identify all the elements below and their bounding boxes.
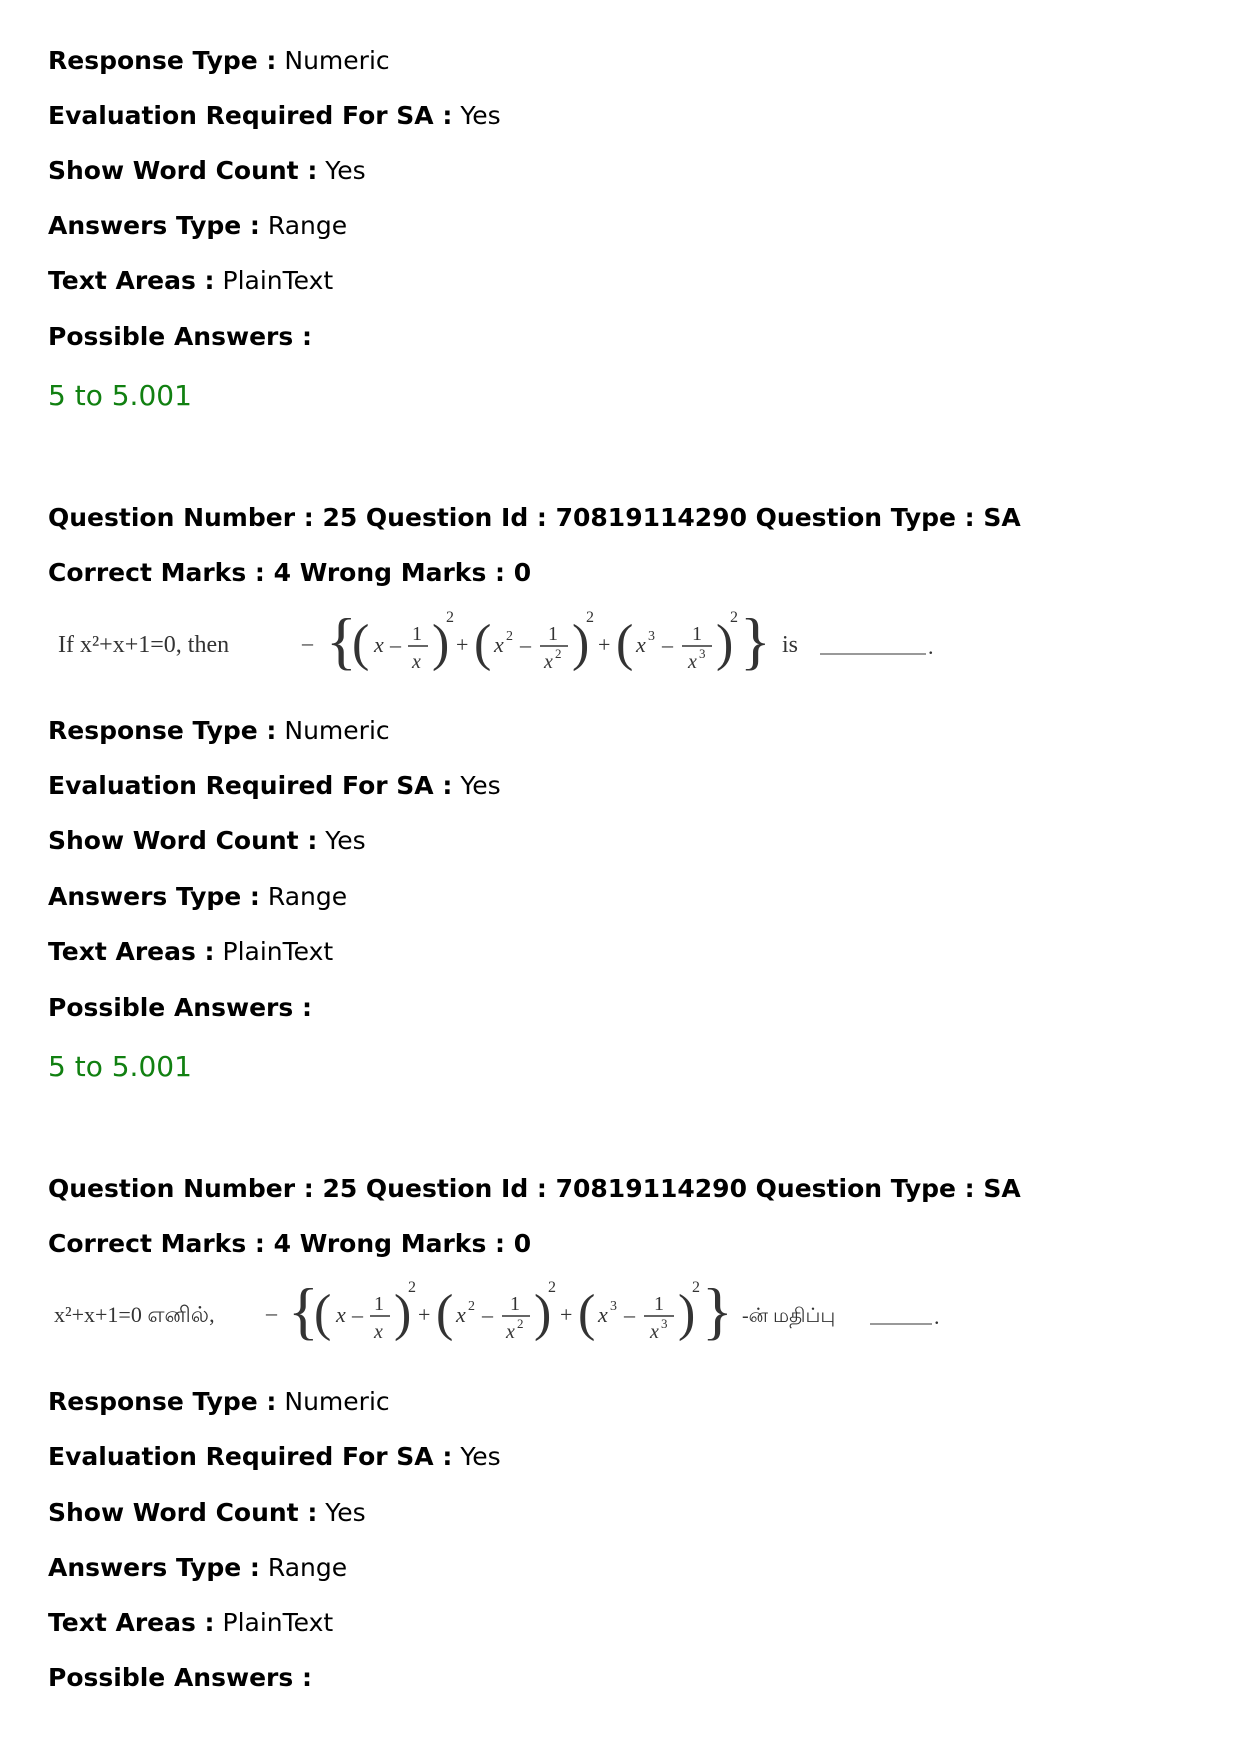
svg-text:1: 1 [548,623,558,645]
field-value: Numeric [284,716,390,745]
evaluation-required-row [48,101,501,131]
svg-text:2: 2 [555,646,562,661]
svg-text:–: – [390,632,401,657]
field-label: Show Word Count : [48,826,318,855]
svg-text:1: 1 [412,623,422,645]
show-word-count-row [48,826,366,856]
possible-answers-row [48,993,312,1023]
field-label: Text Areas : [48,1608,215,1637]
response-type-row [48,1387,390,1417]
question-marks: Correct Marks : 4 Wrong Marks : 0 [48,558,532,587]
equation-prefix: x²+x+1=0 எனில், [54,1302,215,1327]
question-marks: Correct Marks : 4 Wrong Marks : 0 [48,1229,532,1258]
field-label: Possible Answers : [48,322,312,351]
svg-text:2: 2 [506,629,513,644]
svg-text:{: { [326,605,357,676]
question-equation [52,1270,952,1360]
field-label: Evaluation Required For SA : [48,771,453,800]
possible-answers-row [48,1663,312,1693]
answers-type-row [48,211,347,241]
svg-text:x: x [598,1302,608,1327]
field-label: Text Areas : [48,266,215,295]
svg-text:(: ( [616,615,634,672]
svg-text:+: + [598,632,611,657]
question-header: Question Number : 25 Question Id : 70819114290 Question Type : SA [48,503,1021,532]
text-areas-row [48,266,333,296]
answers-type-row [48,1553,347,1583]
svg-text:x: x [336,1302,346,1327]
svg-text:): ) [716,615,734,672]
show-word-count-row [48,156,366,186]
svg-text:x: x [456,1302,466,1327]
field-label: Response Type : [48,1387,277,1416]
svg-text:1: 1 [510,1293,520,1315]
svg-text:): ) [572,615,590,672]
field-label: Possible Answers : [48,1663,312,1692]
svg-text:2: 2 [692,1279,700,1296]
svg-text:–: – [662,632,673,657]
svg-text:): ) [432,615,450,672]
svg-text:.: . [928,634,934,659]
svg-text:x: x [374,632,384,657]
field-label: Text Areas : [48,937,215,966]
field-value: Yes [460,101,501,130]
svg-text:1: 1 [374,1293,384,1315]
field-value: Numeric [284,1387,390,1416]
svg-text:3: 3 [648,629,655,644]
response-type-row [48,46,390,76]
possible-answer-value: 5 to 5.001 [48,1050,192,1083]
svg-text:x: x [506,1321,515,1343]
field-label: Show Word Count : [48,1498,318,1527]
svg-text:): ) [394,1285,412,1342]
field-value: PlainText [222,266,334,295]
field-value: Yes [325,826,366,855]
svg-text:}: } [702,1275,733,1346]
field-value: Range [267,211,348,240]
svg-text:}: } [740,605,771,676]
svg-text:2: 2 [586,609,594,626]
svg-text:(: ( [436,1285,454,1342]
response-type-row [48,716,390,746]
svg-text:(: ( [474,615,492,672]
field-label: Evaluation Required For SA : [48,1442,453,1471]
field-label: Possible Answers : [48,993,312,1022]
svg-text:–: – [624,1302,635,1327]
svg-text:x: x [650,1321,659,1343]
svg-text:(: ( [314,1285,332,1342]
possible-answer-value: 5 to 5.001 [48,379,192,412]
equation-figure [56,600,956,690]
field-label: Response Type : [48,716,277,745]
field-value: Range [267,1553,348,1582]
svg-text:+: + [456,632,469,657]
svg-text:): ) [534,1285,552,1342]
possible-answers-row [48,322,312,352]
evaluation-required-row [48,771,501,801]
field-value: Yes [325,156,366,185]
svg-text:+: + [560,1302,573,1327]
evaluation-required-row [48,1442,501,1472]
svg-text:1: 1 [692,623,702,645]
text-areas-row [48,1608,333,1638]
show-word-count-row [48,1498,366,1528]
svg-text:–: – [482,1302,493,1327]
svg-text:(: ( [578,1285,596,1342]
field-label: Answers Type : [48,211,260,240]
svg-text:{: { [288,1275,319,1346]
equation-prefix: If x²+x+1=0, then [58,632,230,658]
equation-figure [52,1270,952,1360]
svg-text:2: 2 [517,1316,524,1331]
svg-text:2: 2 [468,1299,475,1314]
svg-text:1: 1 [654,1293,664,1315]
field-value: Yes [460,771,501,800]
field-label: Response Type : [48,46,277,75]
question-header: Question Number : 25 Question Id : 70819114290 Question Type : SA [48,1174,1021,1203]
svg-text:3: 3 [610,1299,617,1314]
svg-text:(: ( [352,615,370,672]
svg-text:): ) [678,1285,696,1342]
answers-type-row [48,882,347,912]
field-value: PlainText [222,1608,334,1637]
svg-text:3: 3 [661,1316,668,1331]
svg-text:2: 2 [408,1279,416,1296]
svg-text:–: – [266,1300,277,1325]
svg-text:3: 3 [699,646,706,661]
svg-text:.: . [934,1304,940,1329]
svg-text:x: x [688,651,697,673]
equation-suffix: -ன் மதிப்பு [742,1305,836,1327]
svg-text:2: 2 [548,1279,556,1296]
svg-text:–: – [520,632,531,657]
svg-text:x: x [374,1321,383,1343]
svg-text:x: x [412,651,421,673]
field-label: Answers Type : [48,1553,260,1582]
svg-text:–: – [352,1302,363,1327]
field-label: Evaluation Required For SA : [48,101,453,130]
text-areas-row [48,937,333,967]
svg-text:x: x [494,632,504,657]
svg-text:2: 2 [730,609,738,626]
field-value: Yes [460,1442,501,1471]
field-value: PlainText [222,937,334,966]
equation-suffix: is [782,632,799,658]
svg-text:–: – [302,630,313,655]
field-value: Yes [325,1498,366,1527]
question-equation [56,600,956,690]
field-label: Show Word Count : [48,156,318,185]
svg-text:x: x [544,651,553,673]
svg-text:+: + [418,1302,431,1327]
svg-text:2: 2 [446,609,454,626]
field-label: Answers Type : [48,882,260,911]
field-value: Numeric [284,46,390,75]
svg-text:x: x [636,632,646,657]
field-value: Range [267,882,348,911]
